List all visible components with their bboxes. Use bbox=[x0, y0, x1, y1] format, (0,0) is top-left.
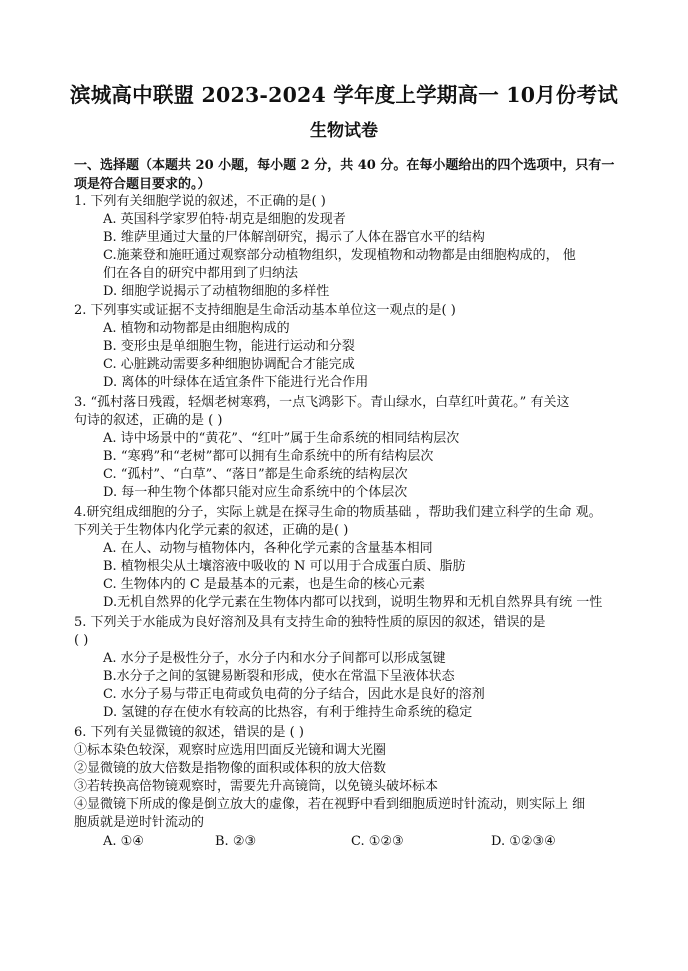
question-6-statement-2: ②显微镜的放大倍数是指物像的面积或体积的放大倍数 bbox=[74, 761, 387, 776]
question-3-stem: 3. “孤村落日残霞，轻烟老树寒鸦，一点飞鸿影下。青山绿水，白草红叶黄花。” 有关这 bbox=[74, 395, 570, 410]
question-2-stem: 2. 下列事实或证据不支持细胞是生命活动基本单位这一观点的是( ) bbox=[74, 303, 456, 318]
question-3-option-d: D. 每一种生物个体都只能对应生命系统中的个体层次 bbox=[103, 485, 408, 500]
question-6-choice-d: D. ①②③④ bbox=[491, 834, 556, 849]
question-1-option-c: C.施莱登和施旺通过观察部分动植物组织，发现植物和动物都是由细胞构成的， 他 bbox=[103, 248, 576, 263]
question-1-option-d: D. 细胞学说揭示了动植物细胞的多样性 bbox=[103, 284, 330, 299]
exam-title: 滨城高中联盟 2023-2024 学年度上学期高一 10月份考试 bbox=[70, 83, 618, 107]
section-heading: 一、选择题（本题共 20 小题，每小题 2 分，共 40 分。在每小题给出的四个选项中，只有一项是符合题目要求的。） bbox=[74, 158, 615, 192]
question-1-option-c-continued: 们在各自的研究中都用到了归纳法 bbox=[103, 266, 299, 281]
question-5-option-c: C. 水分子易与带正电荷或负电荷的分子结合，因此水是良好的溶剂 bbox=[103, 687, 485, 702]
question-3-option-c: C. “孤村”、“白草”、“落日”都是生命系统的结构层次 bbox=[103, 467, 408, 482]
question-6-statement-4: ④显微镜下所成的像是倒立放大的虚像，若在视野中看到细胞质逆时针流动，则实际上 细 bbox=[74, 797, 586, 812]
question-1-option-a: A. 英国科学家罗伯特·胡克是细胞的发现者 bbox=[103, 212, 346, 227]
question-2-option-c: C. 心脏跳动需要多种细胞协调配合才能完成 bbox=[103, 357, 355, 372]
question-4-option-b: B. 植物根尖从土壤溶液中吸收的 N 可以用于合成蛋白质、脂肪 bbox=[103, 559, 466, 574]
question-5-stem-continued: ( ) bbox=[74, 633, 89, 648]
question-4-stem: 4.研究组成细胞的分子，实际上就是在探寻生命的物质基础 ，帮助我们建立科学的生命 观。 bbox=[74, 505, 602, 520]
question-2-option-a: A. 植物和动物都是由细胞构成的 bbox=[103, 321, 290, 336]
question-5-stem: 5. 下列关于水能成为良好溶剂及具有支持生命的独特性质的原因的叙述，错误的是 bbox=[74, 615, 546, 630]
question-6-choice-a: A. ①④ bbox=[103, 834, 144, 849]
question-6-choices bbox=[103, 834, 623, 852]
question-6-choice-c: C. ①②③ bbox=[351, 834, 404, 849]
question-5-option-a: A. 水分子是极性分子，水分子内和水分子间都可以形成氢键 bbox=[103, 651, 446, 666]
question-6-statement-1: ①标本染色较深，观察时应选用凹面反光镜和调大光圈 bbox=[74, 743, 387, 758]
question-5-option-b: B.水分子之间的氢键易断裂和形成，使水在常温下呈液体状态 bbox=[103, 669, 455, 684]
exam-subtitle: 生物试卷 bbox=[310, 121, 378, 141]
question-6-choice-b: B. ②③ bbox=[215, 834, 257, 849]
question-4-stem-continued: 下列关于生物体内化学元素的叙述，正确的是( ) bbox=[74, 523, 349, 538]
question-2-option-d: D. 离体的叶绿体在适宜条件下能进行光合作用 bbox=[103, 375, 369, 390]
question-1-stem: 1. 下列有关细胞学说的叙述，不正确的是( ) bbox=[74, 194, 326, 209]
question-3-option-a: A. 诗中场景中的“黄花”、“红叶”属于生命系统的相同结构层次 bbox=[103, 431, 460, 446]
question-5-option-d: D. 氢键的存在使水有较高的比热容，有利于维持生命系统的稳定 bbox=[103, 705, 473, 720]
question-4-option-c: C. 生物体内的 C 是最基本的元素，也是生命的核心元素 bbox=[103, 577, 425, 592]
question-6-statement-4-continued: 胞质就是逆时针流动的 bbox=[74, 815, 205, 830]
question-1-option-b: B. 维萨里通过大量的尸体解剖研究，揭示了人体在器官水平的结构 bbox=[103, 230, 485, 245]
question-3-option-b: B. “寒鸦”和“老树”都可以拥有生命系统中的所有结构层次 bbox=[103, 449, 434, 464]
question-6-stem: 6. 下列有关显微镜的叙述，错误的是 ( ) bbox=[74, 725, 304, 740]
question-4-option-a: A. 在人、动物与植物体内，各种化学元素的含量基本相同 bbox=[103, 541, 433, 556]
question-2-option-b: B. 变形虫是单细胞生物，能进行运动和分裂 bbox=[103, 339, 355, 354]
question-3-stem-continued: 句诗的叙述，正确的是 ( ) bbox=[74, 413, 223, 428]
question-6-statement-3: ③若转换高倍物镜观察时，需要先升高镜筒，以免镜头破坏标本 bbox=[74, 779, 439, 794]
question-4-option-d: D.无机自然界的化学元素在生物体内都可以找到，说明生物界和无机自然界具有统 一性 bbox=[103, 595, 603, 610]
